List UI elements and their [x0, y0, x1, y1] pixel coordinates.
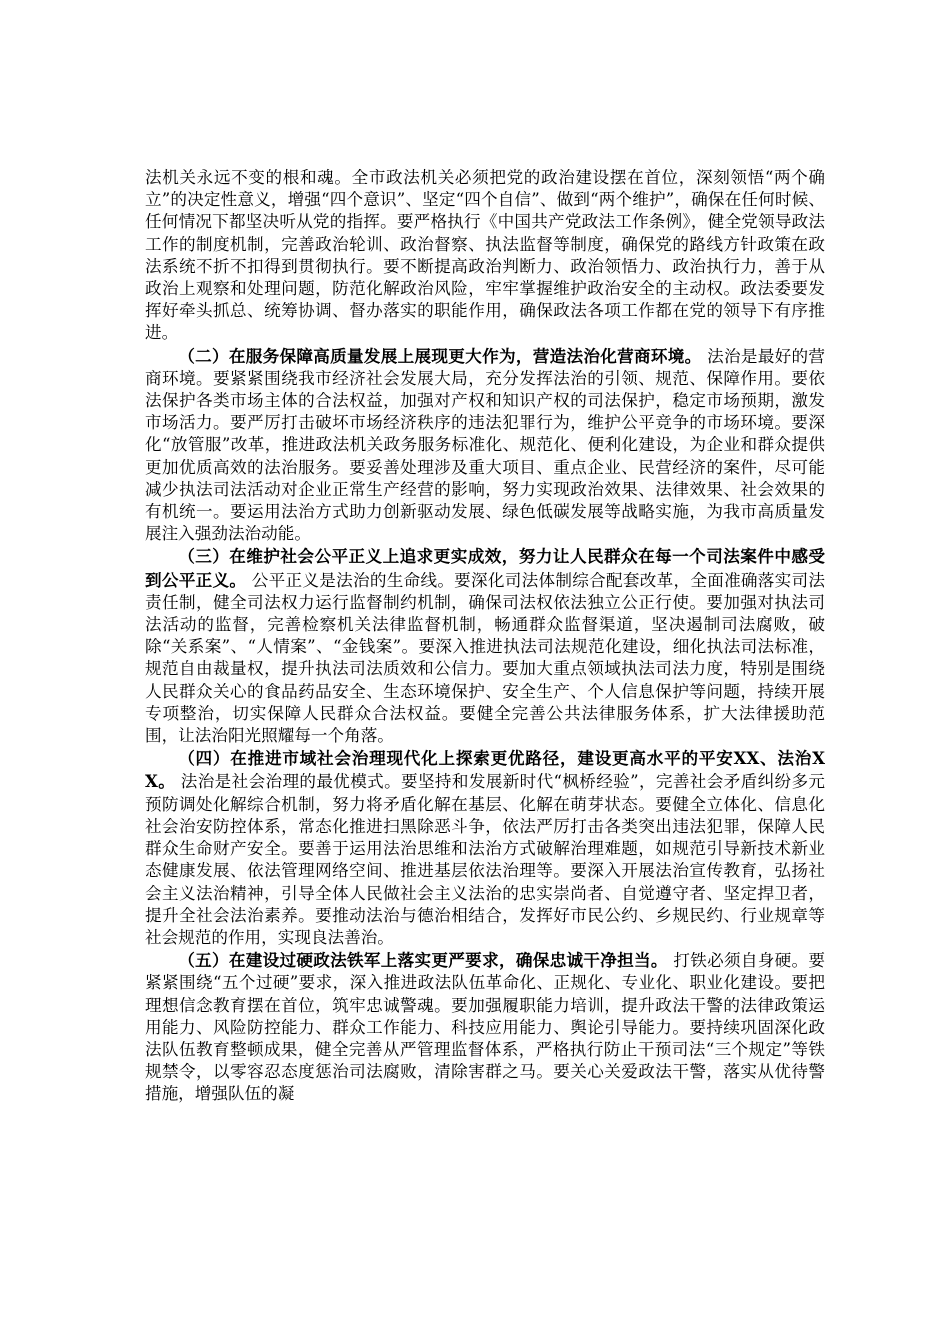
section-heading: （三）在维护社会公平正义上追求更实成效，努力让人民群众在每一个司法案件中感受到公平正义。	[145, 546, 825, 590]
paragraph-section-3	[145, 545, 825, 747]
paragraph-text: 法治是最好的营商环境。要紧紧围绕我市经济社会发展大局，充分发挥法治的引领、规范、保障作用。要依法保护各类市场主体的合法权益，加强对产权和知识产权的司法保护，稳定市场预期，激发市场活力。要严厉打击破坏市场经济秩序的违法犯罪行为，维护公平竞争的市场环境。要深化“放管服”改革，推进政法机关政务服务标准化、规范化、便利化建设，为企业和群众提供更加优质高效的法治服务。要妥善处理涉及重大项目、重点企业、民营经济的案件，尽可能减少执法司法活动对企业正常生产经营的影响，努力实现政治效果、法律效果、社会效果的有机统一。要运用法治方式助力创新驱动发展、绿色低碳发展等战略实施，为我市高质量发展注入强劲法治动能。	[145, 346, 825, 544]
paragraph-section-2	[145, 345, 825, 546]
paragraph-text: 打铁必须自身硬。要紧紧围绕“五个过硬”要求，深入推进政法队伍革命化、正规化、专业化、职业化建设。要把理想信念教育摆在首位，筑牢忠诚警魂。要加强履职能力培训，提升政法干警的法律政策运用能力、风险防控能力、群众工作能力、科技应用能力、舆论引导能力。要持续巩固深化政法队伍教育整顿成果，健全完善从严管理监督体系，严格执行防止干预司法“三个规定”等铁规禁令，以零容忍态度惩治司法腐败，清除害群之马。要关心关爱政法干警，落实从优待警措施，增强队伍的凝	[145, 951, 825, 1104]
section-heading: （五）在建设过硬政法铁军上落实更严要求，确保忠诚干净担当。	[178, 950, 668, 971]
document-body	[145, 167, 825, 1106]
paragraph-section-4	[145, 747, 825, 949]
section-heading: （四）在推进市域社会治理现代化上探索更优路径，建设更高水平的平安XX、法治XX。	[145, 748, 825, 792]
paragraph-text: 公平正义是法治的生命线。要深化司法体制综合配套改革，全面准确落实司法责任制，健全司法权力运行监督制约机制，确保司法权依法独立公正行使。要加强对执法司法活动的监督，完善检察机关法律监督机制，畅通群众监督渠道，坚决遏制司法腐败，破除“关系案”、“人情案”、“金钱案”。要深入推进执法司法规范化建设，细化执法司法标准，规范自由裁量权，提升执法司法质效和公信力。要加大重点领域执法司法力度，特别是围绕人民群众关心的食品药品安全、生态环境保护、安全生产、个人信息保护等问题，持续开展专项整治，切实保障人民群众合法权益。要健全完善公共法律服务体系，扩大法律援助范围，让法治阳光照耀每一个角落。	[145, 570, 826, 746]
paragraph-continuation	[145, 167, 825, 345]
paragraph-text: 法机关永远不变的根和魂。全市政法机关必须把党的政治建设摆在首位，深刻领悟“两个确立”的决定性意义，增强“四个意识”、坚定“四个自信”、做到“两个维护”，确保在任何时候、任何情况下都坚决听从党的指挥。要严格执行《中国共产党政法工作条例》，健全党领导政法工作的制度机制，完善政治轮训、政治督察、执法监督等制度，确保党的路线方针政策在政法系统不折不扣得到贯彻执行。要不断提高政治判断力、政治领悟力、政治执行力，善于从政治上观察和处理问题，防范化解政治风险，牢牢掌握维护政治安全的主动权。政法委要发挥好牵头抓总、统筹协调、督办落实的职能作用，确保政法各项工作都在党的领导下有序推进。	[145, 168, 825, 343]
section-heading: （二）在服务保障高质量发展上展现更大作为，营造法治化营商环境。	[178, 345, 702, 366]
paragraph-section-5	[145, 949, 825, 1105]
paragraph-text: 法治是社会治理的最优模式。要坚持和发展新时代“枫桥经验”，完善社会矛盾纠纷多元预防调处化解综合机制，努力将矛盾化解在基层、化解在萌芽状态。要健全立体化、信息化社会治安防控体系，常态化推进扫黑除恶斗争，依法严厉打击各类突出违法犯罪，保障人民群众生命财产安全。要善于运用法治思维和法治方式破解治理难题，如规范引导新技术新业态健康发展、依法管理网络空间、推进基层依法治理等。要深入开展法治宣传教育，弘扬社会主义法治精神，引导全体人民做社会主义法治的忠实崇尚者、自觉遵守者、坚定捍卫者，提升全社会法治素养。要推动法治与德治相结合，发挥好市民公约、乡规民约、行业规章等社会规范的作用，实现良法善治。	[145, 772, 825, 947]
